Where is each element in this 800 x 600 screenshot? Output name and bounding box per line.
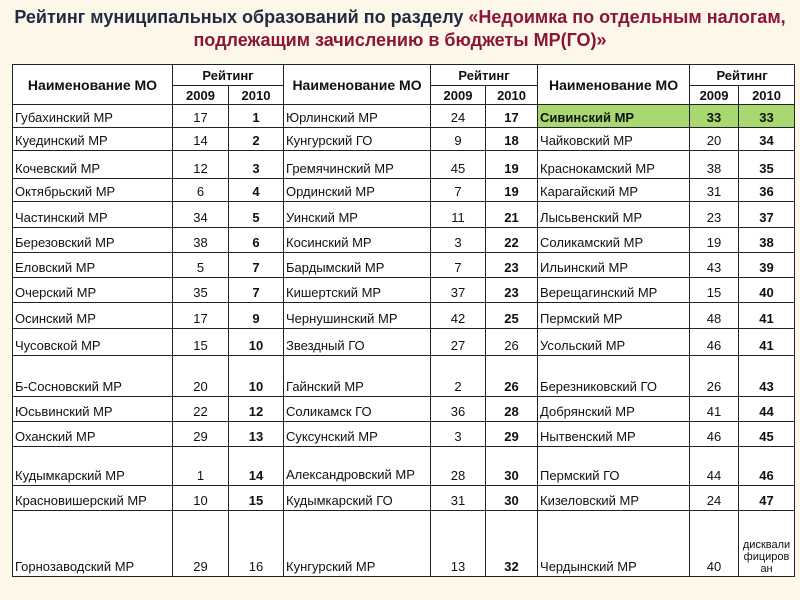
rating-2009-cell: 15 <box>173 329 229 356</box>
rating-2010-cell: 28 <box>486 397 538 422</box>
rating-2010-cell: 35 <box>739 151 795 179</box>
rating-2009-cell: 6 <box>173 179 229 202</box>
rating-2009-cell: 33 <box>690 105 739 128</box>
rating-2010-cell: 47 <box>739 486 795 511</box>
mo-name-cell: Пермский ГО <box>538 447 690 486</box>
rating-2010-cell: 6 <box>229 228 284 253</box>
table-row <box>13 151 795 179</box>
table-row <box>13 303 795 329</box>
rating-2010-cell: 22 <box>486 228 538 253</box>
rating-2010-cell: 25 <box>486 303 538 329</box>
rating-2009-cell: 22 <box>173 397 229 422</box>
mo-name-cell: Усольский МР <box>538 329 690 356</box>
rating-2010-cell: 41 <box>739 329 795 356</box>
rating-2010-cell: 15 <box>229 486 284 511</box>
mo-name-cell: Оханский МР <box>13 422 173 447</box>
rating-2010-cell: 26 <box>486 329 538 356</box>
mo-name-cell: Б-Сосновский МР <box>13 356 173 397</box>
rating-2009-cell: 3 <box>431 228 486 253</box>
mo-name-cell: Куединский МР <box>13 128 173 151</box>
mo-name-cell: Бардымский МР <box>284 253 431 278</box>
table-row <box>13 202 795 228</box>
mo-name-cell: Косинский МР <box>284 228 431 253</box>
rating-2009-cell: 46 <box>690 329 739 356</box>
rating-2010-cell: 7 <box>229 278 284 303</box>
mo-name-cell: Кочевский МР <box>13 151 173 179</box>
table-row <box>13 128 795 151</box>
rating-2009-cell: 10 <box>173 486 229 511</box>
table-row <box>13 397 795 422</box>
rating-2010-cell: 23 <box>486 253 538 278</box>
mo-name-cell: Добрянский МР <box>538 397 690 422</box>
table-row <box>13 253 795 278</box>
rating-2009-cell: 29 <box>173 511 229 577</box>
rating-table <box>12 64 795 577</box>
header-rating: Рейтинг <box>690 65 795 86</box>
header-year-2010: 2010 <box>486 86 538 105</box>
rating-2009-cell: 38 <box>690 151 739 179</box>
title-prefix: Рейтинг муниципальных образований по разделу <box>14 7 469 27</box>
rating-2009-cell: 48 <box>690 303 739 329</box>
rating-2009-cell: 11 <box>431 202 486 228</box>
rating-2009-cell: 44 <box>690 447 739 486</box>
mo-name-cell: Пермский МР <box>538 303 690 329</box>
mo-name-cell: Лысьвенский МР <box>538 202 690 228</box>
mo-name-cell: Осинский МР <box>13 303 173 329</box>
rating-2010-cell: 14 <box>229 447 284 486</box>
rating-2009-cell: 46 <box>690 422 739 447</box>
rating-2009-cell: 41 <box>690 397 739 422</box>
rating-2010-cell: 19 <box>486 179 538 202</box>
rating-2010-cell: 10 <box>229 329 284 356</box>
table-row <box>13 422 795 447</box>
mo-name-cell: Юсьвинский МР <box>13 397 173 422</box>
rating-2010-cell: 46 <box>739 447 795 486</box>
mo-name-cell: Октябрьский МР <box>13 179 173 202</box>
mo-name-cell: Сивинский МР <box>538 105 690 128</box>
header-rating: Рейтинг <box>431 65 538 86</box>
rating-2010-cell: 36 <box>739 179 795 202</box>
rating-2010-cell: 19 <box>486 151 538 179</box>
mo-name-cell: Очерский МР <box>13 278 173 303</box>
rating-2009-cell: 19 <box>690 228 739 253</box>
rating-2010-cell: 9 <box>229 303 284 329</box>
table-row <box>13 179 795 202</box>
rating-2009-cell: 42 <box>431 303 486 329</box>
rating-2009-cell: 5 <box>173 253 229 278</box>
header-year-2010: 2010 <box>739 86 795 105</box>
rating-2009-cell: 35 <box>173 278 229 303</box>
mo-name-cell: Гремячинский МР <box>284 151 431 179</box>
rating-2010-cell: 21 <box>486 202 538 228</box>
rating-2010-cell: 7 <box>229 253 284 278</box>
rating-2010-cell: 16 <box>229 511 284 577</box>
mo-name-cell: Чердынский МР <box>538 511 690 577</box>
rating-2009-cell: 17 <box>173 105 229 128</box>
mo-name-cell: Кизеловский МР <box>538 486 690 511</box>
mo-name-cell: Горнозаводский МР <box>13 511 173 577</box>
rating-2010-cell: 23 <box>486 278 538 303</box>
rating-2009-cell: 26 <box>690 356 739 397</box>
header-year-2010: 2010 <box>229 86 284 105</box>
rating-2009-cell: 3 <box>431 422 486 447</box>
mo-name-cell: Александровский МР <box>284 447 431 486</box>
table-row <box>13 329 795 356</box>
rating-2010-cell: 34 <box>739 128 795 151</box>
mo-name-cell: Звездный ГО <box>284 329 431 356</box>
rating-2010-cell: 12 <box>229 397 284 422</box>
mo-name-cell: Ординский МР <box>284 179 431 202</box>
rating-2009-cell: 45 <box>431 151 486 179</box>
rating-2009-cell: 13 <box>431 511 486 577</box>
rating-2009-cell: 38 <box>173 228 229 253</box>
rating-2010-cell: 45 <box>739 422 795 447</box>
title-line2: подлежащим зачислению в бюджеты МР(ГО)» <box>193 30 607 50</box>
rating-2010-cell: 17 <box>486 105 538 128</box>
rating-2010-cell: 3 <box>229 151 284 179</box>
rating-2009-cell: 27 <box>431 329 486 356</box>
mo-name-cell: Нытвенский МР <box>538 422 690 447</box>
rating-2010-cell: 2 <box>229 128 284 151</box>
mo-name-cell: Кишертский МР <box>284 278 431 303</box>
rating-2010-cell: 39 <box>739 253 795 278</box>
rating-2009-cell: 9 <box>431 128 486 151</box>
mo-name-cell: Красновишерский МР <box>13 486 173 511</box>
header-year-2009: 2009 <box>431 86 486 105</box>
rating-2010-cell: 30 <box>486 486 538 511</box>
header-name-col: Наименование МО <box>284 65 431 105</box>
rating-2010-cell: 5 <box>229 202 284 228</box>
mo-name-cell: Частинский МР <box>13 202 173 228</box>
header-row <box>13 65 795 86</box>
rating-2009-cell: 12 <box>173 151 229 179</box>
rating-2009-cell: 15 <box>690 278 739 303</box>
mo-name-cell: Верещагинский МР <box>538 278 690 303</box>
rating-2010-cell: дисквалифицирован <box>739 511 795 577</box>
rating-2009-cell: 1 <box>173 447 229 486</box>
mo-name-cell: Еловский МР <box>13 253 173 278</box>
rating-2009-cell: 34 <box>173 202 229 228</box>
rating-2010-cell: 26 <box>486 356 538 397</box>
mo-name-cell: Соликамск ГО <box>284 397 431 422</box>
rating-2010-cell: 44 <box>739 397 795 422</box>
mo-name-cell: Гайнский МР <box>284 356 431 397</box>
table-body <box>13 105 795 577</box>
rating-2009-cell: 7 <box>431 179 486 202</box>
rating-2010-cell: 43 <box>739 356 795 397</box>
mo-name-cell: Соликамский МР <box>538 228 690 253</box>
rating-2010-cell: 4 <box>229 179 284 202</box>
rating-2009-cell: 24 <box>431 105 486 128</box>
mo-name-cell: Губахинский МР <box>13 105 173 128</box>
mo-name-cell: Юрлинский МР <box>284 105 431 128</box>
mo-name-cell: Чусовской МР <box>13 329 173 356</box>
table-row <box>13 511 795 577</box>
rating-2009-cell: 17 <box>173 303 229 329</box>
rating-2009-cell: 23 <box>690 202 739 228</box>
rating-2009-cell: 7 <box>431 253 486 278</box>
rating-2010-cell: 33 <box>739 105 795 128</box>
title-highlight: «Недоимка по отдельным налогам, <box>468 7 786 27</box>
mo-name-cell: Кунгурский ГО <box>284 128 431 151</box>
table-row <box>13 486 795 511</box>
rating-2010-cell: 13 <box>229 422 284 447</box>
rating-2010-cell: 1 <box>229 105 284 128</box>
table-row <box>13 356 795 397</box>
table-row <box>13 447 795 486</box>
mo-name-cell: Березовский МР <box>13 228 173 253</box>
mo-name-cell: Чайковский МР <box>538 128 690 151</box>
mo-name-cell: Суксунский МР <box>284 422 431 447</box>
rating-2009-cell: 2 <box>431 356 486 397</box>
mo-name-cell: Кудымкарский МР <box>13 447 173 486</box>
table-row <box>13 228 795 253</box>
mo-name-cell: Кудымкарский ГО <box>284 486 431 511</box>
rating-2010-cell: 29 <box>486 422 538 447</box>
rating-2009-cell: 20 <box>173 356 229 397</box>
mo-name-cell: Березниковский ГО <box>538 356 690 397</box>
mo-name-cell: Уинский МР <box>284 202 431 228</box>
rating-2010-cell: 38 <box>739 228 795 253</box>
rating-2009-cell: 20 <box>690 128 739 151</box>
rating-2009-cell: 43 <box>690 253 739 278</box>
rating-2010-cell: 41 <box>739 303 795 329</box>
rating-2009-cell: 24 <box>690 486 739 511</box>
mo-name-cell: Карагайский МР <box>538 179 690 202</box>
rating-2009-cell: 14 <box>173 128 229 151</box>
rating-2010-cell: 10 <box>229 356 284 397</box>
rating-2009-cell: 29 <box>173 422 229 447</box>
page-title <box>0 6 800 52</box>
table-row <box>13 105 795 128</box>
rating-2009-cell: 31 <box>431 486 486 511</box>
rating-2009-cell: 31 <box>690 179 739 202</box>
header-name-col: Наименование МО <box>13 65 173 105</box>
header-year-2009: 2009 <box>690 86 739 105</box>
rating-2010-cell: 40 <box>739 278 795 303</box>
mo-name-cell: Кунгурский МР <box>284 511 431 577</box>
rating-2009-cell: 28 <box>431 447 486 486</box>
table-row <box>13 278 795 303</box>
rating-2009-cell: 40 <box>690 511 739 577</box>
rating-2009-cell: 37 <box>431 278 486 303</box>
rating-2009-cell: 36 <box>431 397 486 422</box>
header-name-col: Наименование МО <box>538 65 690 105</box>
mo-name-cell: Ильинский МР <box>538 253 690 278</box>
rating-2010-cell: 18 <box>486 128 538 151</box>
rating-2010-cell: 32 <box>486 511 538 577</box>
rating-2010-cell: 37 <box>739 202 795 228</box>
mo-name-cell: Краснокамский МР <box>538 151 690 179</box>
header-year-2009: 2009 <box>173 86 229 105</box>
rating-2010-cell: 30 <box>486 447 538 486</box>
mo-name-cell: Чернушинский МР <box>284 303 431 329</box>
header-rating: Рейтинг <box>173 65 284 86</box>
